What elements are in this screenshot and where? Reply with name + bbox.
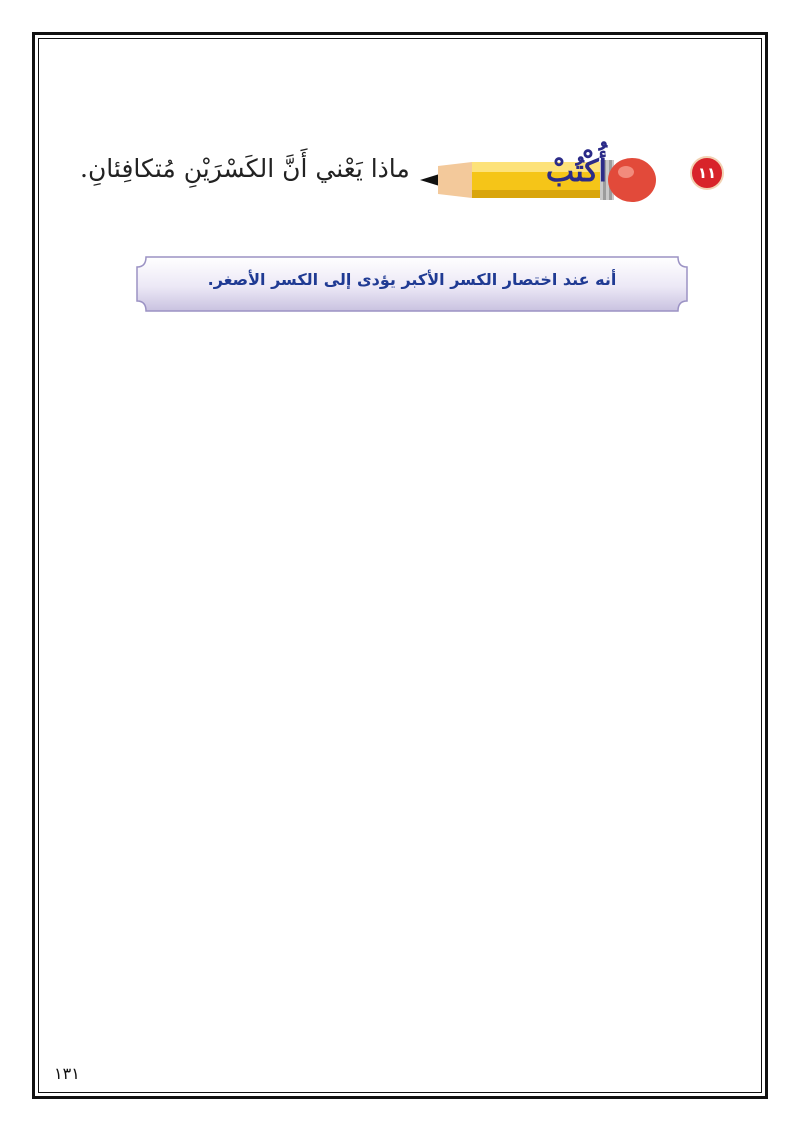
answer-box [136, 256, 688, 312]
question-text: ماذا يَعْني أَنَّ الكَسْرَيْنِ مُتكافِئانِ. [80, 154, 410, 183]
answer-text: أنه عند اختصار الكسر الأكبر يؤدى إلى الكسر الأصغر. [207, 270, 617, 289]
page-number: ١٣١ [54, 1064, 80, 1083]
pencil-icon [412, 150, 662, 210]
question-row [60, 140, 740, 220]
write-label: أُكْتُبْ [545, 154, 607, 189]
question-number-badge: ١١ [690, 156, 724, 190]
